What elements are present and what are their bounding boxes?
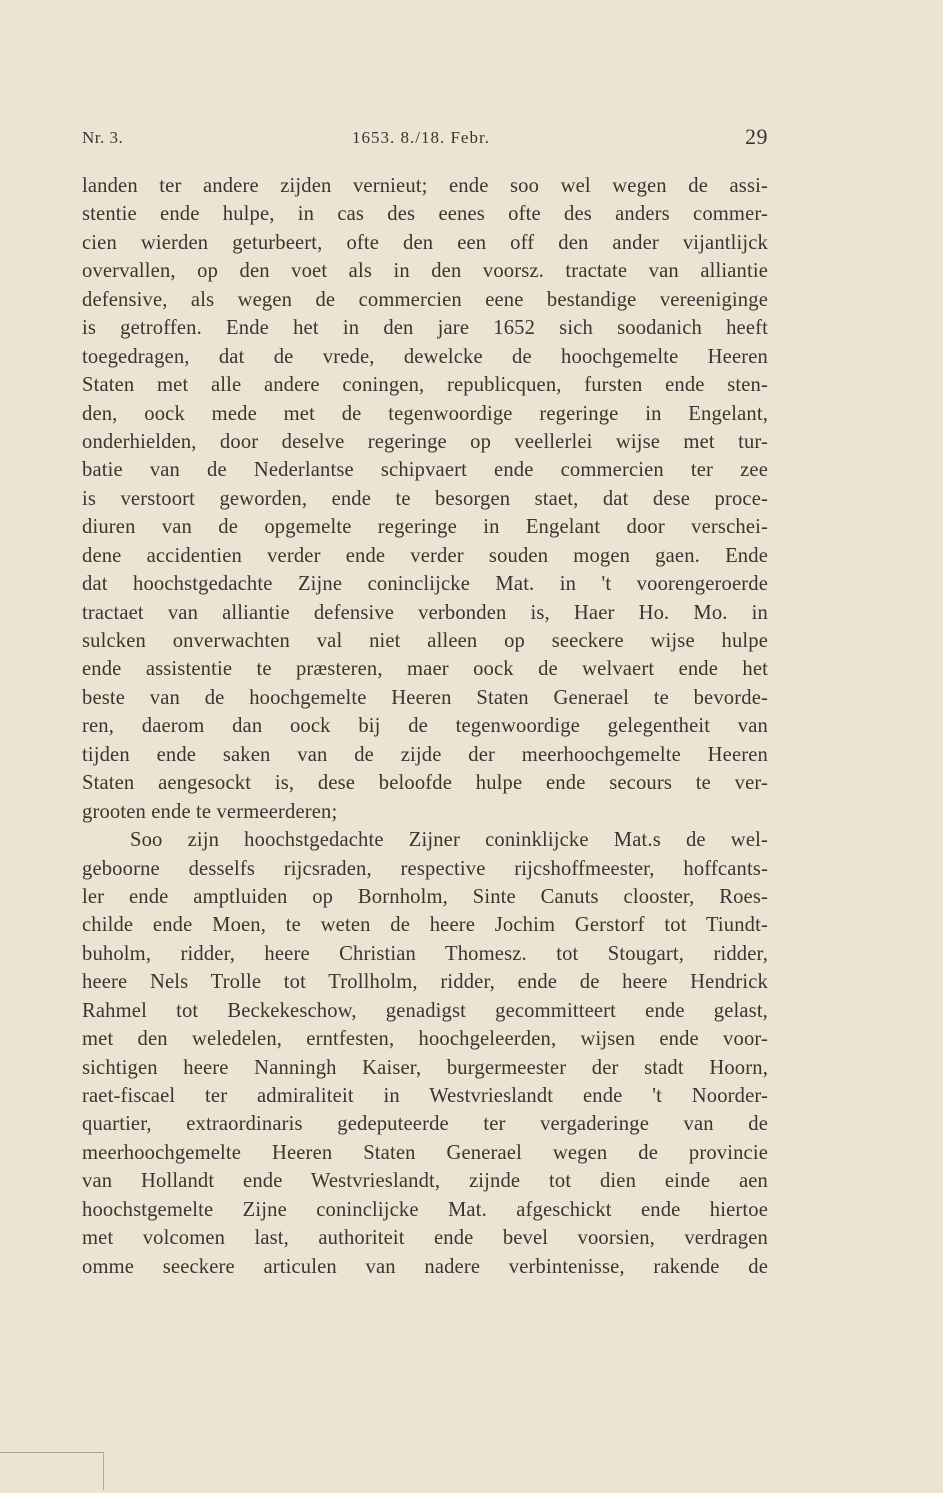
text-line: defensive, als wegen de commercien eene bestandige vereeniginge	[82, 288, 768, 311]
paragraph-start-line: Soo zijn hoochstgedachte Zijner coninklijcke Mat.s de wel-	[130, 829, 768, 852]
text-line: meerhoochgemelte Heeren Staten Generael wegen de provincie	[82, 1141, 768, 1164]
text-line: dat hoochstgedachte Zijne coninclijcke Mat. in 't voorengeroerde	[82, 573, 768, 596]
text-line: tijden ende saken van de zijde der meerhoochgemelte Heeren	[82, 743, 768, 766]
text-line: raet-fiscael ter admiraliteit in Westvrieslandt ende 't Noorder-	[82, 1085, 768, 1107]
text-line: met volcomen last, authoriteit ende bevel voorsien, verdragen	[82, 1227, 768, 1250]
text-line: cien wierden geturbeert, ofte den een off den ander vijantlijck	[82, 231, 768, 254]
text-line: is getroffen. Ende het in den jare 1652 sich soodanich heeft	[82, 317, 768, 340]
text-line: met den weledelen, erntfesten, hoochgeleerden, wijsen ende voor-	[82, 1028, 768, 1051]
text-line: Rahmel tot Beckekeschow, genadigst gecommitteert ende gelast,	[82, 999, 768, 1022]
text-line: beste van de hoochgemelte Heeren Staten Generael te bevorde-	[82, 686, 768, 709]
text-line: childe ende Moen, te weten de heere Jochim Gerstorf tot Tiundt-	[82, 914, 768, 937]
text-line: onderhielden, door deselve regeringe op veellerlei wijse met tur-	[82, 430, 768, 453]
text-line: landen ter andere zijden vernieut; ende soo wel wegen de assi-	[82, 175, 768, 197]
text-line: sulcken onverwachten val niet alleen op seeckere wijse hulpe	[82, 630, 768, 652]
text-line: is verstoort geworden, ende te besorgen staet, dat dese proce-	[82, 487, 768, 510]
page-number: 29	[745, 124, 768, 149]
text-line: toegedragen, dat de vrede, dewelcke de hoochgemelte Heeren	[82, 345, 768, 368]
text-line: overvallen, op den voet als in den voorsz. tractate van alliantie	[82, 260, 768, 283]
text-line: stentie ende hulpe, in cas des eenes ofte des anders commer-	[82, 203, 768, 226]
running-header	[82, 124, 768, 150]
text-line: grooten ende te vermeerderen;	[82, 800, 338, 823]
page-edge-rule	[0, 1452, 104, 1453]
page-edge-tick	[103, 1452, 104, 1490]
text-line: tractaet van alliantie defensive verbonden is, Haer Ho. Mo. in	[82, 601, 768, 624]
section-number: Nr. 3.	[82, 128, 124, 147]
text-line: quartier, extraordinaris gedeputeerde ter vergaderinge van de	[82, 1113, 768, 1136]
text-line: hoochstgemelte Zijne coninclijcke Mat. afgeschickt ende hiertoe	[82, 1198, 768, 1221]
text-line: den, oock mede met de tegenwoordige regeringe in Engelant,	[82, 402, 768, 425]
text-line: heere Nels Trolle tot Trollholm, ridder, ende de heere Hendrick	[82, 971, 768, 994]
text-line: sichtigen heere Nanningh Kaiser, burgermeester der stadt Hoorn,	[82, 1056, 768, 1079]
text-line: ler ende amptluiden op Bornholm, Sinte Canuts clooster, Roes-	[82, 885, 768, 908]
text-line: batie van de Nederlantse schipvaert ende commercien ter zee	[82, 459, 768, 482]
header-date: 1653. 8./18. Febr.	[352, 128, 490, 147]
text-line: Staten aengesockt is, dese beloofde hulpe ende secours te ver-	[82, 772, 768, 795]
text-line: geboorne desselfs rijcsraden, respective rijcshoffmeester, hoffcants-	[82, 857, 768, 880]
text-line: ren, daerom dan oock bij de tegenwoordige gelegentheit van	[82, 715, 768, 738]
text-line: ende assistentie te præsteren, maer oock de welvaert ende het	[82, 658, 768, 681]
text-line: dene accidentien verder ende verder souden mogen gaen. Ende	[82, 544, 768, 567]
text-line: diuren van de opgemelte regeringe in Engelant door verschei-	[82, 516, 768, 539]
body-text	[82, 172, 768, 1281]
text-line: Staten met alle andere coningen, republicquen, fursten ende sten-	[82, 374, 768, 397]
text-line: van Hollandt ende Westvrieslandt, zijnde tot dien einde aen	[82, 1170, 768, 1193]
text-line: omme seeckere articulen van nadere verbintenisse, rakende de	[82, 1255, 768, 1278]
text-line: buholm, ridder, heere Christian Thomesz. tot Stougart, ridder,	[82, 942, 768, 965]
